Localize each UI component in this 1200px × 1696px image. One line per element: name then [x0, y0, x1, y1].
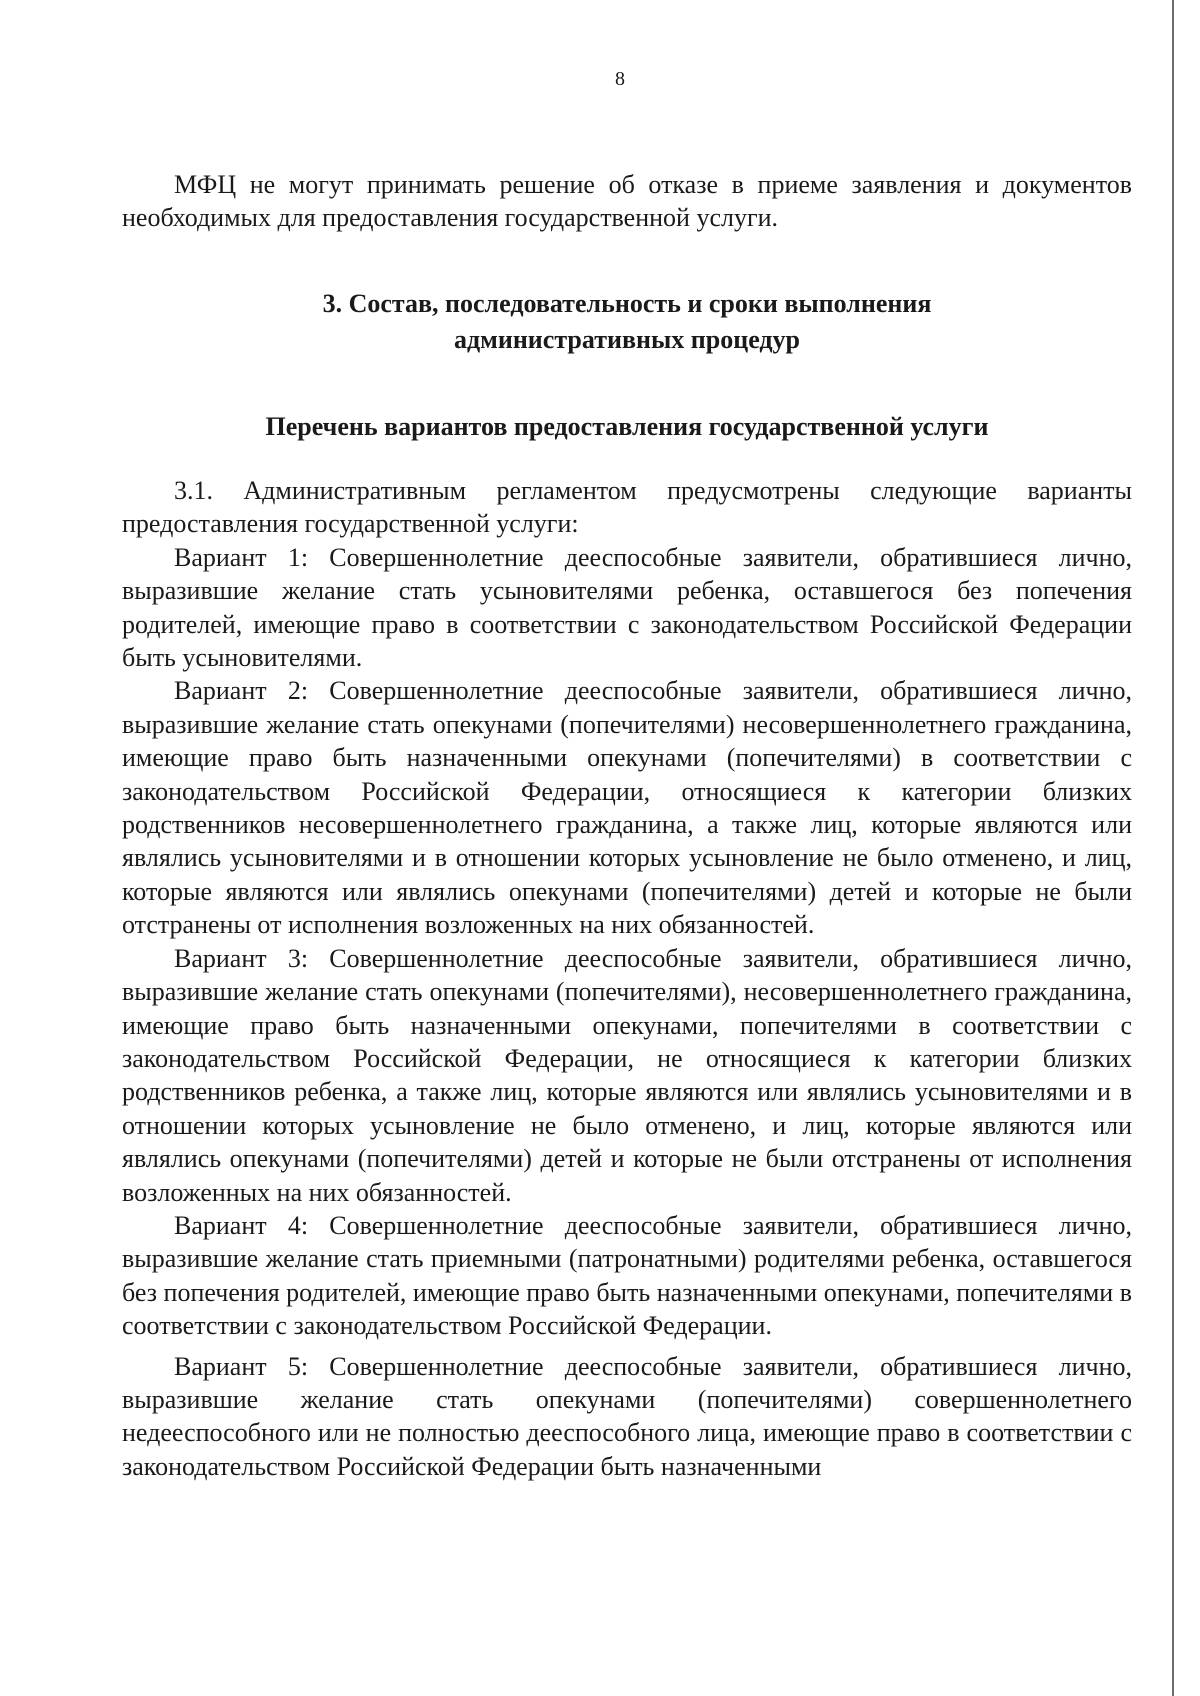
page-number: 8 [615, 68, 625, 90]
paragraph-variant-5: Вариант 5: Совершеннолетние дееспособные заявители, обратившиеся лично, выразившие желание стать опекунами (попечителями) совершеннолетнего недееспособного или не полностью дееспособного лица, имеющие право в соответствии с законодательством Российской Федерации быть назначенными [122, 1351, 1132, 1481]
section-heading-line-2: административных процедур [453, 325, 801, 354]
section-heading [122, 286, 1132, 358]
paragraph-variant-2: Вариант 2: Совершеннолетние дееспособные заявители, обратившиеся лично, выразившие желание стать опекунами (попечителями) несовершеннолетнего гражданина, имеющие право быть назначенными опекунами (попечителями) в соответствии с законодательством Российской Федерации, относящиеся к категории близких родственников несовершеннолетнего гражданина, а также лиц, которые являются или являлись усыновителями и в отношении которых усыновление не было отменено, и лиц, которые являются или являлись опекунами (попечителями) детей и которые не были отстранены от исполнения возложенных на них обязанностей. [122, 676, 1132, 940]
subheading: Перечень вариантов предоставления государственной услуги [265, 412, 989, 441]
intro-section [122, 168, 1132, 235]
paragraph-variant-3: Вариант 3: Совершеннолетние дееспособные заявители, обратившиеся лично, выразившие желание стать опекунами (попечителями), несовершеннолетнего гражданина, имеющие право быть назначенными опекунами, попечителями в соответствии с законодательством Российской Федерации, не относящиеся к категории близких родственников ребенка, а также лиц, которые являются или являлись усыновителями и в отношении которых усыновление не было отменено, и лиц, которые являются или являлись опекунами (попечителями) детей и которые не были отстранены от исполнения возложенных на них обязанностей. [122, 943, 1132, 1207]
paragraph-variant-1: Вариант 1: Совершеннолетние дееспособные заявители, обратившиеся лично, выразившие желание стать усыновителями ребенка, оставшегося без попечения родителей, имеющие право в соответствии с законодательством Российской Федерации быть усыновителями. [122, 542, 1132, 673]
paragraph-3-1: 3.1. Административным регламентом предусмотрены следующие варианты предоставления государственной услуги: [122, 476, 1132, 539]
body-text [122, 474, 1132, 1483]
intro-paragraph: МФЦ не могут принимать решение об отказе в приеме заявления и документов необходимых для предоставления государственной услуги. [122, 170, 1132, 233]
section-heading-line-1: 3. Состав, последовательность и сроки выполнения [322, 289, 932, 318]
scan-edge-line [1172, 0, 1174, 1696]
paragraph-variant-4: Вариант 4: Совершеннолетние дееспособные заявители, обратившиеся лично, выразившие желание стать приемными (патронатными) родителями ребенка, оставшегося без попечения родителей, имеющие право быть назначенными опекунами, попечителями в соответствии с законодательством Российской Федерации. [122, 1210, 1132, 1341]
